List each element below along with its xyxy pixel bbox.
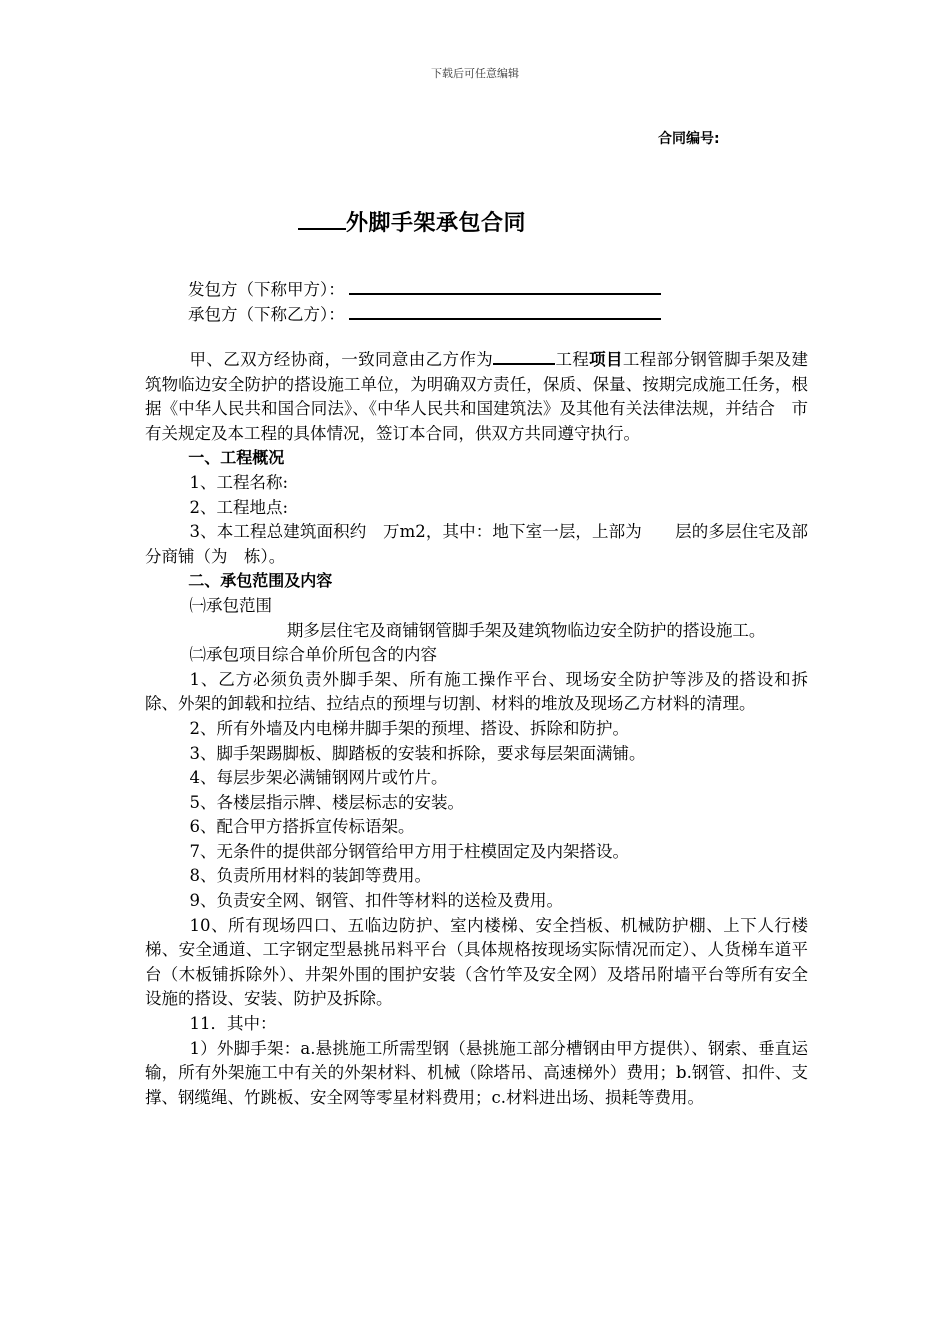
section2-item: 2、所有外墙及内电梯井脚手架的预埋、搭设、拆除和防护。 [189,718,630,738]
section2-item: 3、脚手架踢脚板、脚踏板的安装和拆除，要求每层架面满铺。 [189,743,646,763]
section2-item: 7、无条件的提供部分钢管给甲方用于柱模固定及内架搭设。 [189,841,630,861]
scope-text: 期多层住宅及商铺钢管脚手架及建筑物临边安全防护的搭设施工。 [286,620,766,640]
section1-heading: 一、工程概况 [188,448,285,468]
intro-paragraph [145,348,808,446]
party-a-blank [349,279,661,295]
section2-sub2: ㈡承包项目综合单价所包含的内容 [189,645,438,665]
section2-item: 10、所有现场四口、五临边防护、室内楼梯、安全挡板、机械防护棚、上下人行楼梯、安全通道、工字钢定型悬挑吊料平台（具体规格按现场实际情况而定）、人货梯车道平台（木板铺拆除外）、井架外围的围护安装（含竹竿及安全网）及塔吊附墙平台等所有安全设施的搭设、安装、防护及拆除。 [145,915,808,1009]
contract-number-label: 合同编号: [658,131,720,147]
intro-text-project: 项目 [589,350,623,369]
page-header-note: 下载后可任意编辑 [431,67,519,80]
party-a-label: 发包方（下称甲方）： [188,280,345,299]
section2-item: 4、每层步架必满铺钢网片或竹片。 [189,768,448,788]
document-title [298,206,526,237]
section2-item: 8、负责所用材料的装卸等费用。 [189,866,432,886]
section2-item: 9、负责安全网、钢管、扣件等材料的送检及费用。 [189,891,564,911]
title-text: 外脚手架承包合同 [346,211,527,236]
section2-item: 6、配合甲方搭拆宣传标语架。 [189,817,415,837]
section2-item: 1、乙方必须负责外脚手架、所有施工操作平台、现场安全防护等涉及的搭设和拆除、外架的卸载和拉结、拉结点的预埋与切割、材料的堆放及现场乙方材料的清理。 [145,669,808,714]
party-b-label: 承包方（下称乙方）： [188,305,345,324]
section2-heading: 二、承包范围及内容 [188,571,333,591]
project-blank [493,349,555,365]
title-blank-line [298,210,346,230]
contract-body [145,348,808,1110]
section2-item: 1）外脚手架：a.悬挑施工所需型钢（悬挑施工部分槽钢由甲方提供）、钢索、垂直运输，所有外架施工中有关的外架材料、机械（除塔吊、高速梯外）费用；b.钢管、扣件、支撑、钢缆绳、竹跳板、安全网等零星材料费用；c.材料进出场、损耗等费用。 [145,1038,808,1107]
section2-sub1: ㈠承包范围 [189,595,273,615]
intro-text-2: 工程 [555,350,590,369]
section2-item: 5、各楼层指示牌、楼层标志的安装。 [189,792,465,812]
party-a-line [188,276,661,300]
intro-text-1: 甲、乙双方经协商，一致同意由乙方作为 [189,350,494,369]
section1-item: 2、工程地点: [189,497,289,517]
party-b-blank [349,304,661,320]
intro-text-4: 工程部分钢管脚手架及建筑物临边安全防护的搭设施工单位，为明确双方责任，保质、保量、按期完成施工任务，根据《中华人民共和国合同法》、《中华人民共和国建筑法》及其他有关法律法规，并结合 市有关规定及本工程的具体情况，签订本合同，供双方共同遵守执行。 [145,350,809,443]
party-b-line [188,301,661,325]
section2-item: 11．其中： [189,1014,277,1034]
section1-item: 1、工程名称: [189,472,289,492]
section1-item: 3、本工程总建筑面积约 万m2，其中：地下室一层，上部为 层的多层住宅及部分商铺（为 栋）。 [145,522,808,566]
